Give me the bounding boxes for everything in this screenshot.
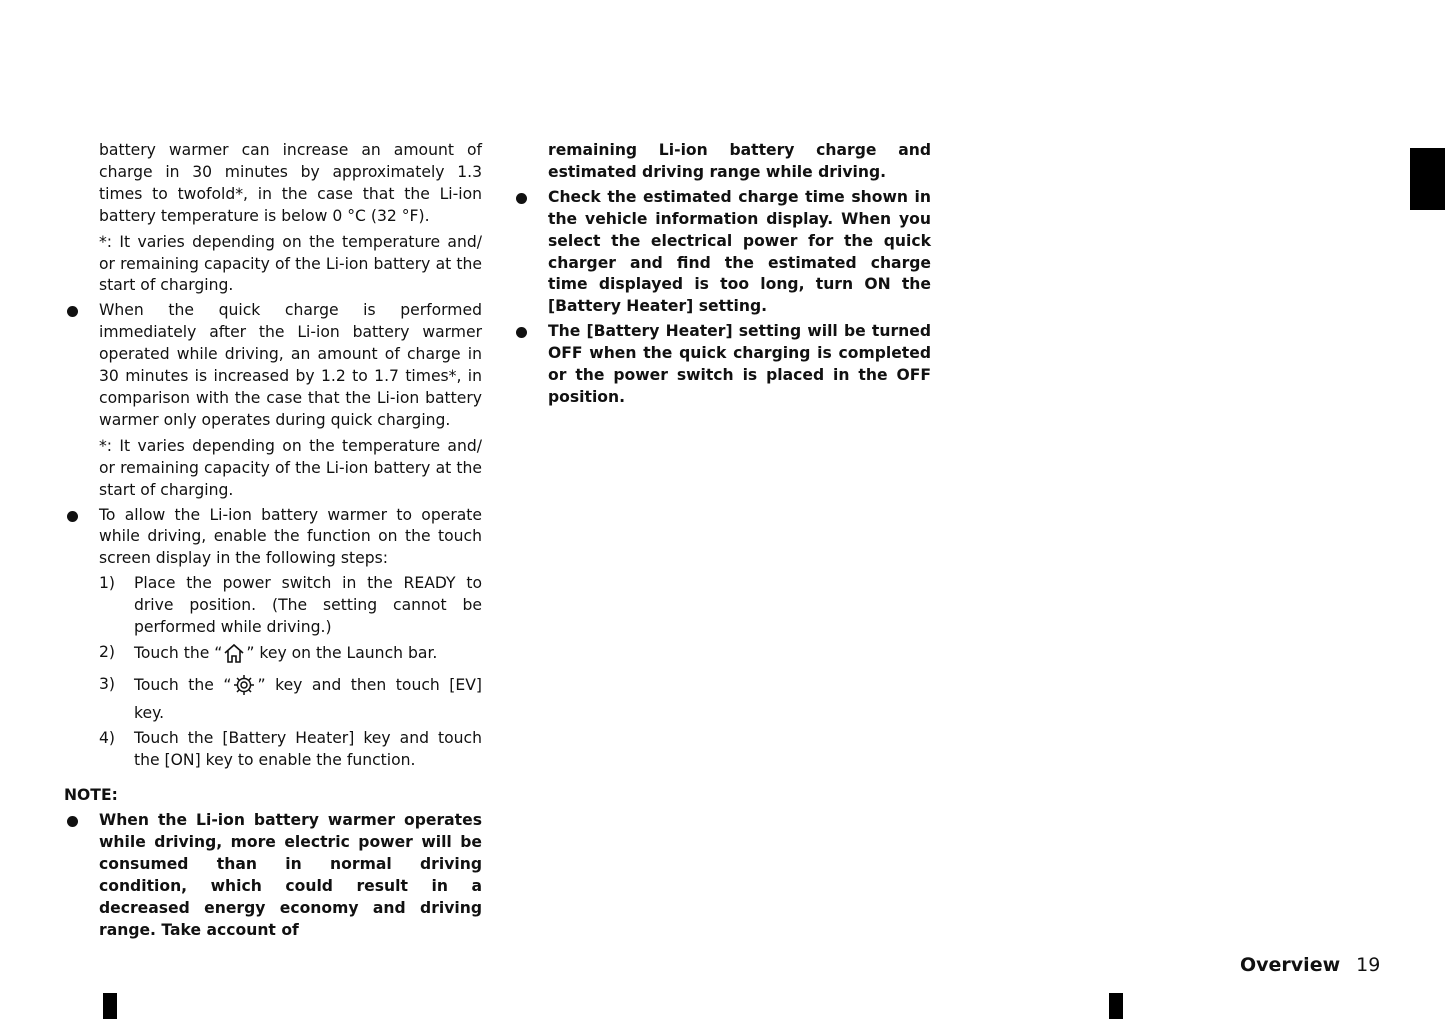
page-footer bbox=[1240, 954, 1380, 976]
step-1 bbox=[64, 573, 482, 639]
step-text-post: ” key and then touch [EV] key. bbox=[134, 675, 482, 722]
footnote-1: *: It varies depending on the temperature and/ or remaining capacity of the Li-ion battery at the start of charging. bbox=[99, 232, 482, 295]
footnote-2: *: It varies depending on the temperature and/ or remaining capacity of the Li-ion battery at the start of charging. bbox=[99, 436, 482, 499]
step-number: 2) bbox=[99, 642, 116, 661]
step-text-pre: Touch the “ bbox=[134, 643, 223, 662]
note-continued: remaining Li-ion battery charge and estimated driving range while driving. bbox=[548, 141, 931, 181]
section-name: Overview bbox=[1240, 954, 1341, 976]
step-text: Touch the [Battery Heater] key and touch the [ON] key to enable the function. bbox=[134, 728, 482, 769]
crop-mark-left bbox=[103, 993, 117, 1019]
step-4 bbox=[64, 728, 482, 772]
gear-icon bbox=[232, 674, 256, 703]
home-icon bbox=[223, 642, 245, 671]
section-tab-marker bbox=[1410, 148, 1445, 210]
step-3 bbox=[64, 674, 482, 725]
right-column bbox=[513, 140, 931, 409]
step-number: 4) bbox=[99, 728, 116, 747]
step-text-pre: Touch the “ bbox=[134, 675, 232, 694]
bullet-quick-charge: When the quick charge is performed immediately after the Li-ion battery warmer operated while driving, an amount of charge in 30 minutes is increased by 1.2 to 1.7 times*, in comparison with the case that the Li-ion battery warmer only operates during quick charging. bbox=[64, 300, 482, 431]
step-2 bbox=[64, 642, 482, 671]
step-text-post: ” key on the Launch bar. bbox=[246, 643, 438, 662]
note-heading: NOTE: bbox=[64, 786, 118, 805]
step-number: 1) bbox=[99, 574, 116, 593]
left-column bbox=[64, 140, 482, 942]
crop-mark-right bbox=[1109, 993, 1123, 1019]
page-number: 19 bbox=[1356, 954, 1381, 976]
step-number: 3) bbox=[99, 674, 116, 693]
step-text: Place the power switch in the READY to drive position. (The setting cannot be performed while driving.) bbox=[134, 574, 482, 637]
note-bullet-heater-off: The [Battery Heater] setting will be turned OFF when the quick charging is completed or the power switch is placed in the OFF position. bbox=[513, 321, 931, 409]
paragraph-continued: battery warmer can increase an amount of charge in 30 minutes by approximately 1.3 times to twofold*, in the case that the Li-ion battery temperature is below 0 °C (32 °F). bbox=[99, 141, 482, 225]
note-bullet-charge-time: Check the estimated charge time shown in the vehicle information display. When you select the electrical power for the quick charger and find the estimated charge time displayed is too long, turn ON the [Battery Heater] setting. bbox=[513, 187, 931, 318]
bullet-enable-warmer: To allow the Li-ion battery warmer to operate while driving, enable the function on the touch screen display in the following steps: bbox=[64, 505, 482, 571]
note-bullet-power-consumption: When the Li-ion battery warmer operates while driving, more electric power will be consumed than in normal driving condition, which could result in a decreased energy economy and driving range. Take account of bbox=[64, 810, 482, 941]
